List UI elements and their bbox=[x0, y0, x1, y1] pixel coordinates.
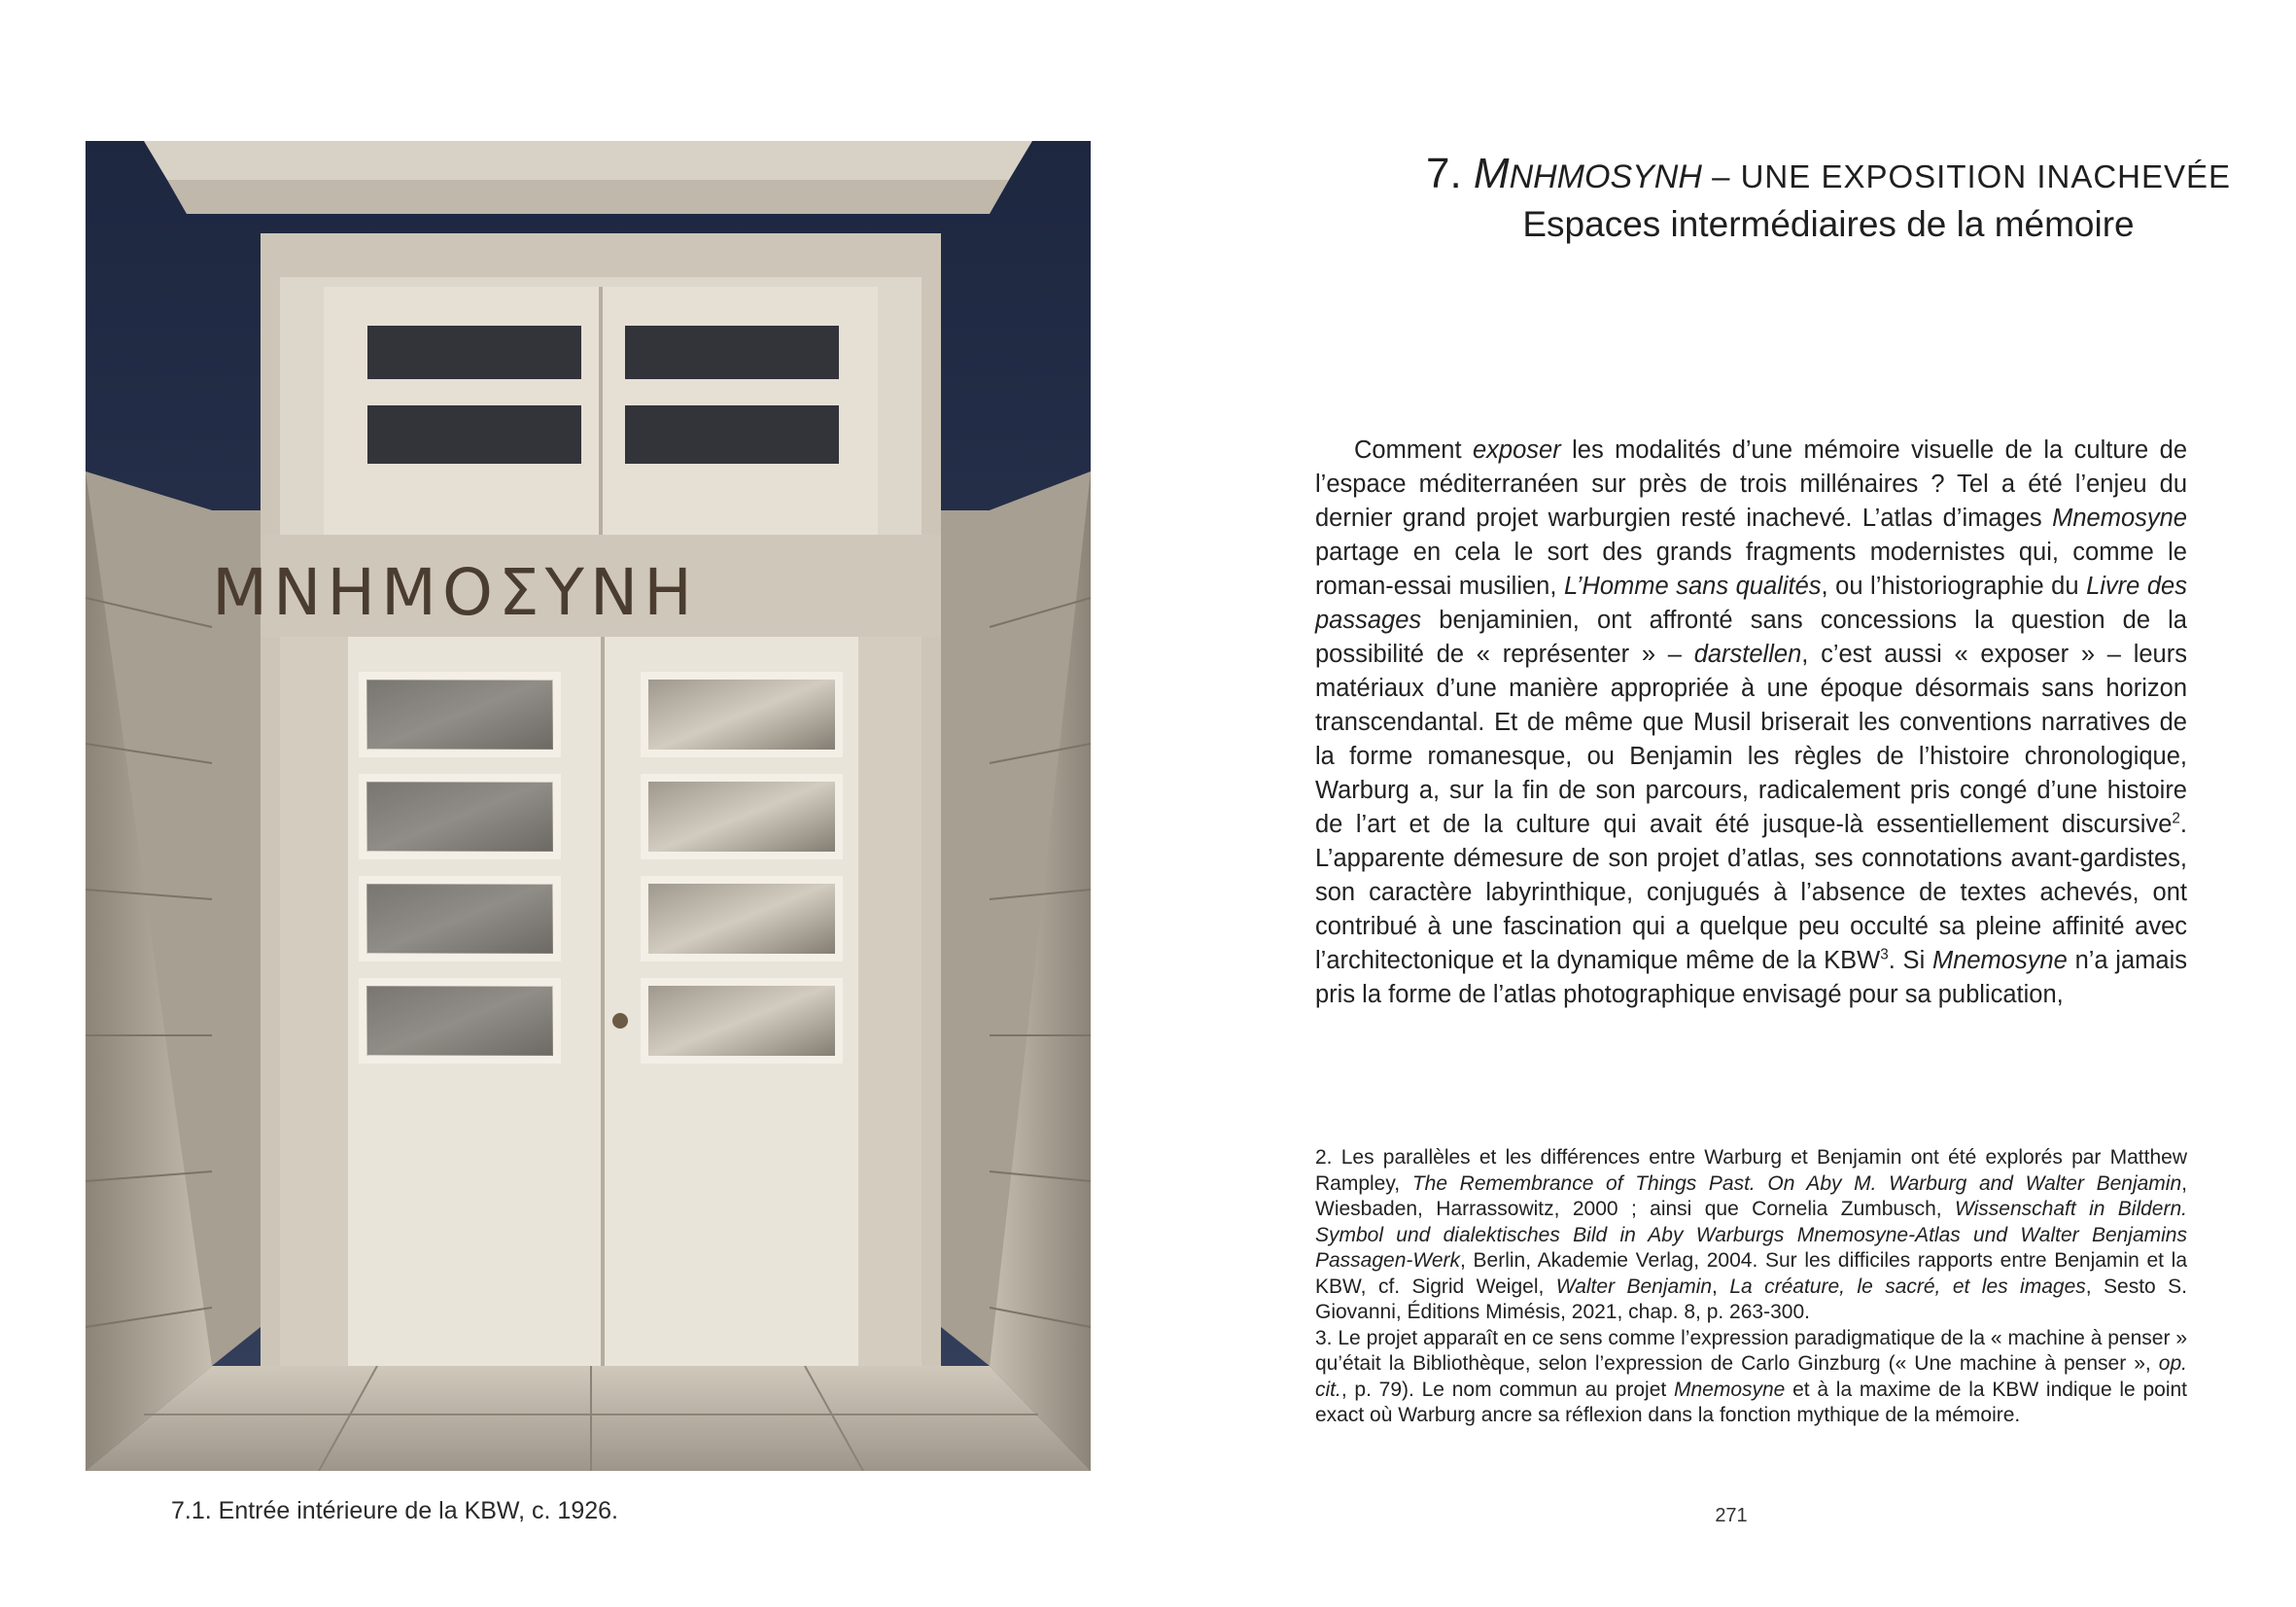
footnote-ref-3[interactable]: 3 bbox=[1880, 946, 1889, 963]
door-inscription: ΜΝΗΜΟΣΥΝΗ bbox=[212, 555, 698, 630]
footnote-ref-2[interactable]: 2 bbox=[2172, 810, 2180, 827]
page-number: 271 bbox=[1715, 1505, 1748, 1526]
footnote-3: 3. Le projet apparaît en ce sens comme l’expression paradigmatique de la « machine à penser » qu’était la Bibliothèque, selon l’expression de Carlo Ginzburg (« Une machine à penser », op. cit., p. 79). Le nom commun au projet Mnemosyne et à la maxime de la KBW indique le point exact où Warburg ancre sa réflexion dans la fonction mythique de la mémoire. bbox=[1315, 1326, 2187, 1426]
chapter-number: 7. bbox=[1425, 150, 1462, 197]
chapter-title-smallcaps: NHMOSYNH bbox=[1509, 158, 1702, 195]
body-paragraph: Comment exposer les modalités d’une mémoire visuelle de la culture de l’espace méditerranéen sur près de trois millénaires ? Tel a été l’enjeu du dernier grand projet warburgien resté inachevé. L’atlas d’images Mnemosyne partage en cela le sort des grands fragments modernistes qui, comme le roman-essai musilien, L’Homme sans qualités, ou l’historiographie du Livre des passages benjaminien, ont affronté sans concessions la question de la possibilité de « représenter » – darstellen, c’est aussi « exposer » – leurs matériaux d’une manière appropriée à une époque désormais sans horizon transcendantal. Et de même que Musil briserait les conventions narratives de la forme romanesque, ou Benjamin les règles de l’histoire chronologique, Warburg a, sur la fin de son parcours, radicalement pris congé d’une histoire de l’art et de la culture qui avait été jusque-là essentiellement discursive$^2$. L’apparente démesure de son projet d’atlas, ses connotations avant-gardistes, son caractère labyrinthique, conjugués à l’absence de textes achevés, ont contribué à une fascination qui a quelque peu occulté sa pleine affinité avec l’architectonique et la dynamique même de la KBW$^3$. Si Mnemosyne n’a jamais pris la forme de l’atlas photographique envisagé pour sa publication, bbox=[1315, 437, 2187, 1008]
chapter-subtitle: Espaces intermédiaires de la mémoire bbox=[1522, 204, 2135, 244]
footnote-2: 2. Les parallèles et les différences entre Warburg et Benjamin ont été explorés par Matthew Rampley, The Remembrance of Things Past. On Aby M. Warburg and Walter Benjamin, Wiesbaden, Harrassowitz, 2000 ; ainsi que Cornelia Zumbusch, Wissenschaft in Bildern. Symbol und dialektisches Bild in Aby Warburgs Mnemosyne-Atlas und Walter Benjamins Passagen-Werk, Berlin, Akademie Verlag, 2004. Sur les difficiles rapports entre Benjamin et la KBW, cf. Sigrid Weigel, Walter Benjamin, La créature, le sacré, et les images, Sesto S. Giovanni, Éditions Mimésis, 2021, chap. 8, p. 263-300. bbox=[1315, 1146, 2188, 1323]
photo-door-icon bbox=[86, 141, 1091, 1471]
chapter-title-suffix: – UNE EXPOSITION INACHEVÉE bbox=[1701, 158, 2232, 194]
right-page bbox=[1148, 0, 2296, 1607]
door-photograph bbox=[86, 141, 1091, 1471]
chapter-title bbox=[1362, 148, 2295, 203]
footnotes bbox=[1315, 1145, 2187, 1429]
figure-caption: 7.1. Entrée intérieure de la KBW, c. 1926. bbox=[171, 1497, 618, 1524]
chapter-title-initial: M bbox=[1473, 150, 1510, 197]
